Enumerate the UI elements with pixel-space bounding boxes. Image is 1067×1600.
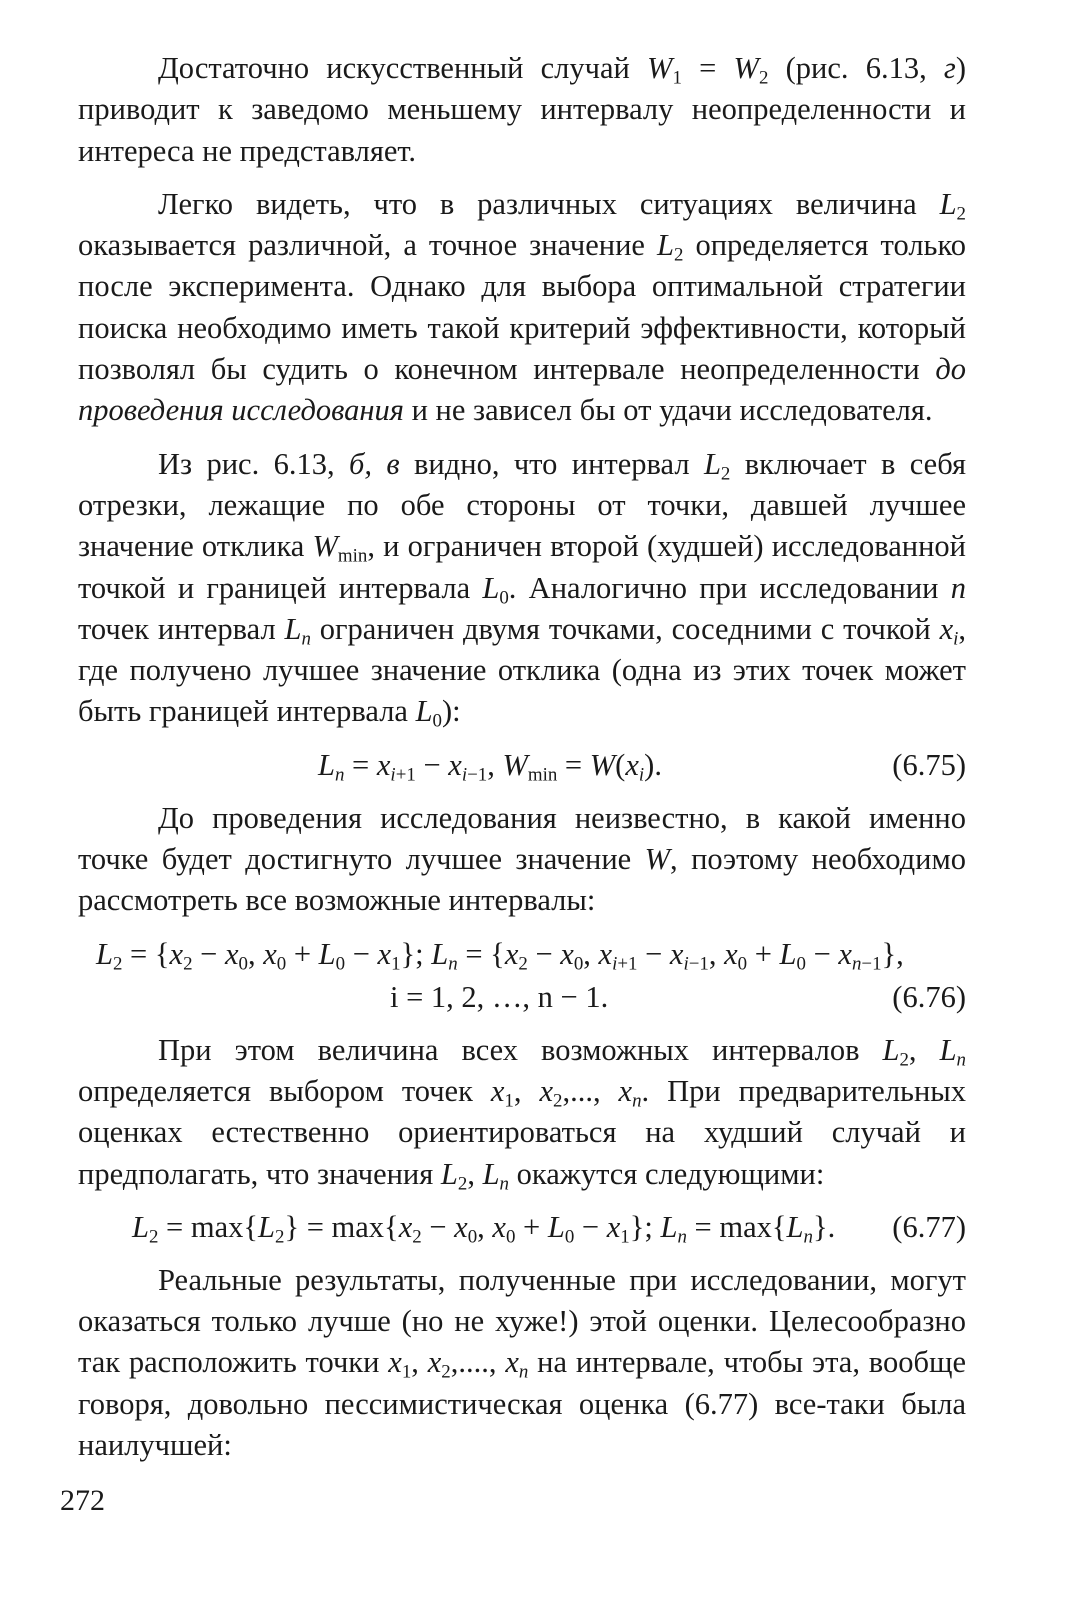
equation-number: (6.75) [892, 747, 966, 782]
equation-number: (6.77) [892, 1209, 966, 1244]
equation-6-77: $L_2 = \max\{L_2\} = \max\{x_2 - x_0$, $x_0 + L_0 - x_1$}; $L_n = \max\{L_n\}$. (6.77) [78, 1207, 966, 1248]
paragraph-3: Из рис. 6.13, б, в видно, что интервал $L_2$ включает в себя отрезки, лежащие по обе стороны от точки, давшей лучшее значение отклика $W_{min}$, и ограничен второй (худшей) исследованной точкой и границей интервала $L_0$. Аналогично при исследовании n точек интервал $L_n$ ограничен двумя точками, соседними с точкой $x_i$, где получено лучшее значение отклика (одна из этих точек может быть границей интервала $L_0$): [78, 446, 966, 732]
equation-6-75: $L_n = x_{i+1} - x_{i-1}$, $W_{min} = W(x_i)$. (6.75) [78, 745, 966, 786]
paragraph-2: Легко видеть, что в различных ситуациях величина $L_2$ оказывается различной, а точное значение $L_2$ определяется только после эксперимента. Однако для выбора оптимальной стратегии поиска необходимо иметь такой критерий эффективности, который позволял бы судить о конечном интервале неопределенности до проведения исследования и не зависел бы от удачи исследователя. [78, 186, 966, 428]
equation-6-76: $L_2 = \{x_2 - x_0$, $x_0 + L_0 - x_1$}; $L_n = \{x_2 - x_0$, $x_{i+1} - x_{i-1}$, $x_0 + L_0 - x_{n-1}$}, i = 1, 2, …, n − 1. (6.76) [78, 934, 966, 1018]
paragraph-4: До проведения исследования неизвестно, в какой именно точке будет достигнуто лучшее значение W, поэтому необходимо рассмотреть все возможные интервалы: [78, 800, 967, 918]
paragraph-5: При этом величина всех возможных интервалов $L_2$, $L_n$ определяется выбором точек $x_1$, $x_2$,..., $x_n$. При предварительных оценках естественно ориентироваться на худший случай и предполагать, что значения $L_2$, $L_n$ окажутся следующими: [78, 1032, 967, 1194]
equation-number: (6.76) [892, 979, 966, 1014]
paragraph-1: Достаточно искусственный случай $W_1 = W_2$ (рис. 6.13, г) приводит к заведомо меньшему интервалу неопределенности и интереса не представляет. [78, 51, 966, 168]
equation-index-range: i = 1, 2, …, n − 1. [390, 979, 609, 1014]
page-body [78, 48, 966, 1478]
paragraph-6: Реальные результаты, полученные при исследовании, могут оказаться только лучше (но не хуже!) этой оценки. Целесообразно так расположить точки $x_1$, $x_2$,...., $x_n$ на интервале, чтобы эта, вообще говоря, довольно пессимистическая оценка (6.77) все-таки была наилучшей: [78, 1262, 967, 1463]
page-number: 272 [60, 1484, 105, 1517]
